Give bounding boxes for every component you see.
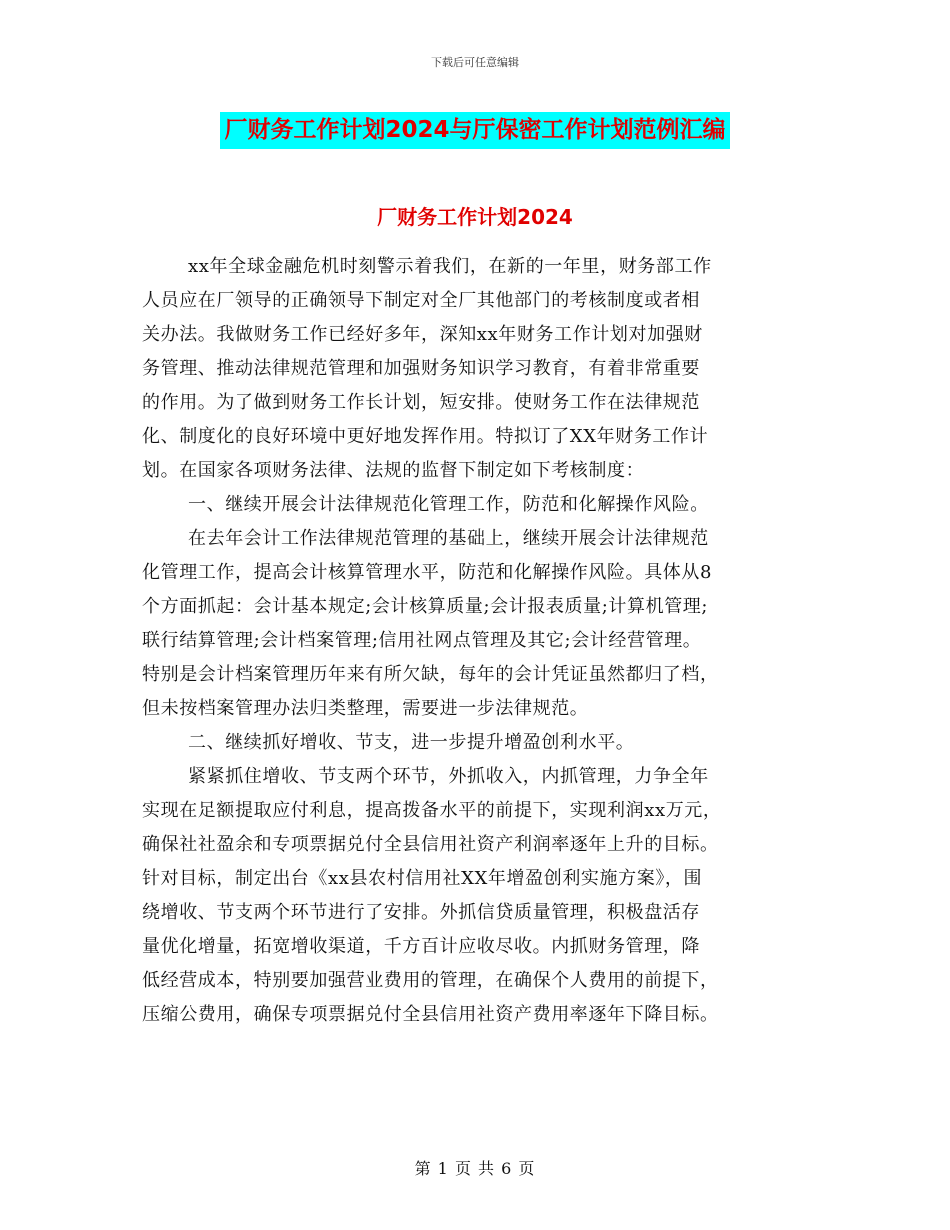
paragraph-line: 量优化增量，拓宽增收渠道，千方百计应收尽收。内抓财务管理，降	[142, 936, 700, 957]
paragraph-line: 实现在足额提取应付利息，提高拨备水平的前提下，实现利润xx万元，	[142, 800, 722, 821]
paragraph-line: 确保社社盈余和专项票据兑付全县信用社资产利润率逐年上升的目标。	[142, 834, 719, 855]
paragraph-line: 关办法。我做财务工作已经好多年，深知xx年财务工作计划对加强财	[142, 324, 703, 345]
page-number: 第 1 页 共 6 页	[414, 1159, 536, 1178]
heading-line: 一、继续开展会计法律规范化管理工作，防范和化解操作风险。	[188, 494, 709, 515]
heading-line: 二、继续抓好增收、节支，进一步提升增盈创利水平。	[188, 732, 635, 753]
section-title: 厂财务工作计划2024	[377, 205, 573, 229]
paragraph-line: 的作用。为了做到财务工作长计划，短安排。使财务工作在法律规范	[142, 392, 700, 413]
paragraph-line: 化管理工作，提高会计核算管理水平，防范和化解操作风险。具体从8	[142, 562, 713, 583]
document-title-container	[0, 112, 950, 149]
paragraph-line: 联行结算管理;会计档案管理;信用社网点管理及其它;会计经营管理。	[142, 630, 702, 651]
paragraph-line: 压缩公费用，确保专项票据兑付全县信用社资产费用率逐年下降目标。	[142, 1004, 719, 1025]
paragraph-line: 针对目标，制定出台《xx县农村信用社XX年增盈创利实施方案》，围	[142, 868, 703, 889]
paragraph-line: 个方面抓起：会计基本规定;会计核算质量;会计报表质量;计算机管理;	[142, 596, 709, 617]
paragraph-line: 划。在国家各项财务法律、法规的监督下制定如下考核制度：	[142, 460, 645, 481]
paragraph-line: 紧紧抓住增收、节支两个环节，外抓收入，内抓管理，力争全年	[188, 766, 709, 787]
paragraph-line: 人员应在厂领导的正确领导下制定对全厂其他部门的考核制度或者相	[142, 290, 700, 311]
paragraph-line: 绕增收、节支两个环节进行了安排。外抓信贷质量管理，积极盘活存	[142, 902, 700, 923]
paragraph-line: 特别是会计档案管理历年来有所欠缺，每年的会计凭证虽然都归了档，	[142, 664, 719, 685]
header-note: 下载后可任意编辑	[431, 56, 519, 69]
document-title: 厂财务工作计划2024与厅保密工作计划范例汇编	[220, 112, 729, 149]
paragraph-line: 但未按档案管理办法归类整理，需要进一步法律规范。	[142, 698, 589, 719]
paragraph-line: xx年全球金融危机时刻警示着我们，在新的一年里，财务部工作	[188, 256, 712, 277]
document-body	[142, 250, 812, 1032]
paragraph-line: 低经营成本，特别要加强营业费用的管理，在确保个人费用的前提下，	[142, 970, 719, 991]
paragraph-line: 化、制度化的良好环境中更好地发挥作用。特拟订了XX年财务工作计	[142, 426, 709, 447]
paragraph-line: 在去年会计工作法律规范管理的基础上，继续开展会计法律规范	[188, 528, 709, 549]
paragraph-line: 务管理、推动法律规范管理和加强财务知识学习教育，有着非常重要	[142, 358, 700, 379]
